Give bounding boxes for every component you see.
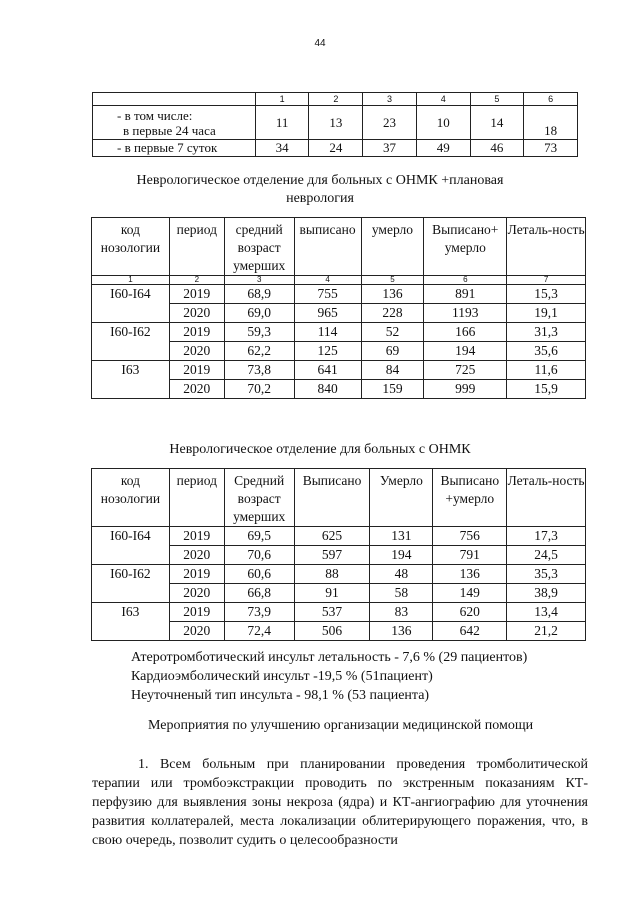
table-cell: 2020 bbox=[169, 342, 224, 361]
table-cell: 791 bbox=[433, 546, 507, 565]
column-number: 3 bbox=[224, 276, 294, 285]
table-cell: 891 bbox=[424, 285, 507, 304]
table-cell: 2019 bbox=[169, 285, 224, 304]
stroke-type-line: Атеротромботический инсульт летальность - 7,6 % (29 пациентов) bbox=[131, 650, 528, 665]
table-cell: 131 bbox=[370, 527, 433, 546]
table-cell: 13,4 bbox=[507, 603, 586, 622]
header-code: код нозологии bbox=[92, 469, 170, 527]
table-cell: 136 bbox=[370, 622, 433, 641]
table-cell: 31,3 bbox=[507, 323, 586, 342]
nosology-code: I63 bbox=[92, 603, 170, 641]
table-cell: 2019 bbox=[169, 361, 224, 380]
table-cell: 23 bbox=[363, 106, 417, 140]
table-cell: 70,6 bbox=[224, 546, 294, 565]
page-number: 44 bbox=[314, 38, 326, 49]
column-number: 6 bbox=[524, 93, 578, 106]
table-cell: 159 bbox=[361, 380, 424, 399]
header-discharged: Выписано bbox=[294, 469, 370, 527]
table-cell: 73 bbox=[524, 140, 578, 157]
table-cell: 2020 bbox=[169, 584, 224, 603]
table-cell: 15,3 bbox=[507, 285, 586, 304]
header-lethality: Леталь-ность bbox=[507, 218, 586, 276]
table-cell: 2019 bbox=[169, 527, 224, 546]
table-cell: 2019 bbox=[169, 565, 224, 584]
table-cell: 149 bbox=[433, 584, 507, 603]
nosology-code: I63 bbox=[92, 361, 170, 399]
table-cell: 194 bbox=[370, 546, 433, 565]
stroke-type-line: Неуточненый тип инсульта - 98,1 % (53 пациента) bbox=[131, 688, 430, 703]
table-cell bbox=[93, 93, 256, 106]
column-number: 4 bbox=[416, 93, 470, 106]
header-total: Выписано +умерло bbox=[433, 469, 507, 527]
table-cell: 73,9 bbox=[224, 603, 294, 622]
column-number: 1 bbox=[92, 276, 170, 285]
table-cell: 506 bbox=[294, 622, 370, 641]
table-cell: 83 bbox=[370, 603, 433, 622]
row-label: - в первые 7 суток bbox=[93, 140, 256, 157]
table-cell: 999 bbox=[424, 380, 507, 399]
table-cell: 965 bbox=[294, 304, 361, 323]
table-cell: 35,3 bbox=[507, 565, 586, 584]
column-number: 6 bbox=[424, 276, 507, 285]
table-cell: 48 bbox=[370, 565, 433, 584]
measures-paragraph bbox=[92, 755, 588, 850]
column-number: 2 bbox=[309, 93, 363, 106]
table-cell: 49 bbox=[416, 140, 470, 157]
section1-title bbox=[0, 172, 640, 208]
row-label bbox=[93, 106, 256, 140]
table-cell: 11,6 bbox=[507, 361, 586, 380]
table-cell: 18 bbox=[524, 106, 578, 140]
column-number: 7 bbox=[507, 276, 586, 285]
table-cell: 840 bbox=[294, 380, 361, 399]
table-cell: 597 bbox=[294, 546, 370, 565]
column-number: 5 bbox=[470, 93, 524, 106]
table-cell: 625 bbox=[294, 527, 370, 546]
table-cell: 166 bbox=[424, 323, 507, 342]
table-cell: 17,3 bbox=[507, 527, 586, 546]
section1-table bbox=[91, 217, 586, 399]
table-cell: 68,9 bbox=[224, 285, 294, 304]
row-label-line: - в том числе: bbox=[117, 108, 193, 123]
table-cell: 11 bbox=[255, 106, 309, 140]
table-cell: 69,0 bbox=[224, 304, 294, 323]
header-died: умерло bbox=[361, 218, 424, 276]
header-total: Выписано+ умерло bbox=[424, 218, 507, 276]
table-cell: 52 bbox=[361, 323, 424, 342]
table-cell: 2019 bbox=[169, 603, 224, 622]
header-age: Средний возраст умерших bbox=[224, 469, 294, 527]
header-code: код нозологии bbox=[92, 218, 170, 276]
table-cell: 69,5 bbox=[224, 527, 294, 546]
table-cell: 72,4 bbox=[224, 622, 294, 641]
table-cell: 34 bbox=[255, 140, 309, 157]
row-label-line: в первые 24 часа bbox=[123, 123, 216, 138]
table-cell: 73,8 bbox=[224, 361, 294, 380]
table-cell: 125 bbox=[294, 342, 361, 361]
table-cell: 46 bbox=[470, 140, 524, 157]
table-cell: 2020 bbox=[169, 622, 224, 641]
measures-title: Мероприятия по улучшению организации медицинской помощи bbox=[148, 718, 534, 733]
table-cell: 35,6 bbox=[507, 342, 586, 361]
column-number: 3 bbox=[363, 93, 417, 106]
table-cell: 114 bbox=[294, 323, 361, 342]
table-cell: 756 bbox=[433, 527, 507, 546]
table-cell: 15,9 bbox=[507, 380, 586, 399]
section1-title-line2: неврология bbox=[286, 191, 354, 206]
table-cell: 620 bbox=[433, 603, 507, 622]
table-cell: 2020 bbox=[169, 304, 224, 323]
table-cell: 19,1 bbox=[507, 304, 586, 323]
table-cell: 88 bbox=[294, 565, 370, 584]
table-cell: 84 bbox=[361, 361, 424, 380]
stroke-type-line: Кардиоэмболический инсульт -19,5 % (51пациент) bbox=[131, 669, 433, 684]
section2-title: Неврологическое отделение для больных с ОНМК bbox=[169, 442, 471, 457]
table-cell: 1193 bbox=[424, 304, 507, 323]
column-number: 5 bbox=[361, 276, 424, 285]
table-cell: 62,2 bbox=[224, 342, 294, 361]
table-cell: 725 bbox=[424, 361, 507, 380]
column-number: 2 bbox=[169, 276, 224, 285]
table-cell: 59,3 bbox=[224, 323, 294, 342]
column-number: 1 bbox=[255, 93, 309, 106]
table-cell: 24 bbox=[309, 140, 363, 157]
table-cell: 10 bbox=[416, 106, 470, 140]
header-period: период bbox=[169, 469, 224, 527]
header-lethality: Леталь-ность bbox=[507, 469, 586, 527]
header-discharged: выписано bbox=[294, 218, 361, 276]
table-cell: 537 bbox=[294, 603, 370, 622]
paragraph-1: 1. Всем больным при планировании проведения тромболитической терапии или тромбоэкстракции проводить по экстренным показаниям КТ-перфузию для выявления зоны некроза (ядра) и КТ-ангиографию для уточнения развития коллатералей, места локализации облитерирующего поражения, что, в свою очередь, позволит судить о целесообразности bbox=[92, 757, 588, 848]
table-cell: 37 bbox=[363, 140, 417, 157]
nosology-code: I60-I62 bbox=[92, 565, 170, 603]
header-period: период bbox=[169, 218, 224, 276]
table-cell: 14 bbox=[470, 106, 524, 140]
table-cell: 70,2 bbox=[224, 380, 294, 399]
table-cell: 91 bbox=[294, 584, 370, 603]
section1-title-line1: Неврологическое отделение для больных с ОНМК +плановая bbox=[136, 173, 504, 188]
table-cell: 24,5 bbox=[507, 546, 586, 565]
table-cell: 2019 bbox=[169, 323, 224, 342]
table-cell: 228 bbox=[361, 304, 424, 323]
table-cell: 755 bbox=[294, 285, 361, 304]
header-age: средний возраст умерших bbox=[224, 218, 294, 276]
table-cell: 58 bbox=[370, 584, 433, 603]
table-cell: 136 bbox=[361, 285, 424, 304]
table-cell: 136 bbox=[433, 565, 507, 584]
table-cell: 13 bbox=[309, 106, 363, 140]
table-cell: 642 bbox=[433, 622, 507, 641]
table-cell: 2020 bbox=[169, 546, 224, 565]
nosology-code: I60-I64 bbox=[92, 527, 170, 565]
table-cell: 60,6 bbox=[224, 565, 294, 584]
table-cell: 194 bbox=[424, 342, 507, 361]
nosology-code: I60-I62 bbox=[92, 323, 170, 361]
table-cell: 66,8 bbox=[224, 584, 294, 603]
table-cell: 69 bbox=[361, 342, 424, 361]
table-cell: 2020 bbox=[169, 380, 224, 399]
header-died: Умерло bbox=[370, 469, 433, 527]
table-cell: 38,9 bbox=[507, 584, 586, 603]
column-number: 4 bbox=[294, 276, 361, 285]
table-cell: 21,2 bbox=[507, 622, 586, 641]
continuation-table bbox=[92, 92, 578, 157]
section2-table bbox=[91, 468, 586, 641]
table-cell: 641 bbox=[294, 361, 361, 380]
stroke-types bbox=[131, 648, 611, 705]
nosology-code: I60-I64 bbox=[92, 285, 170, 323]
